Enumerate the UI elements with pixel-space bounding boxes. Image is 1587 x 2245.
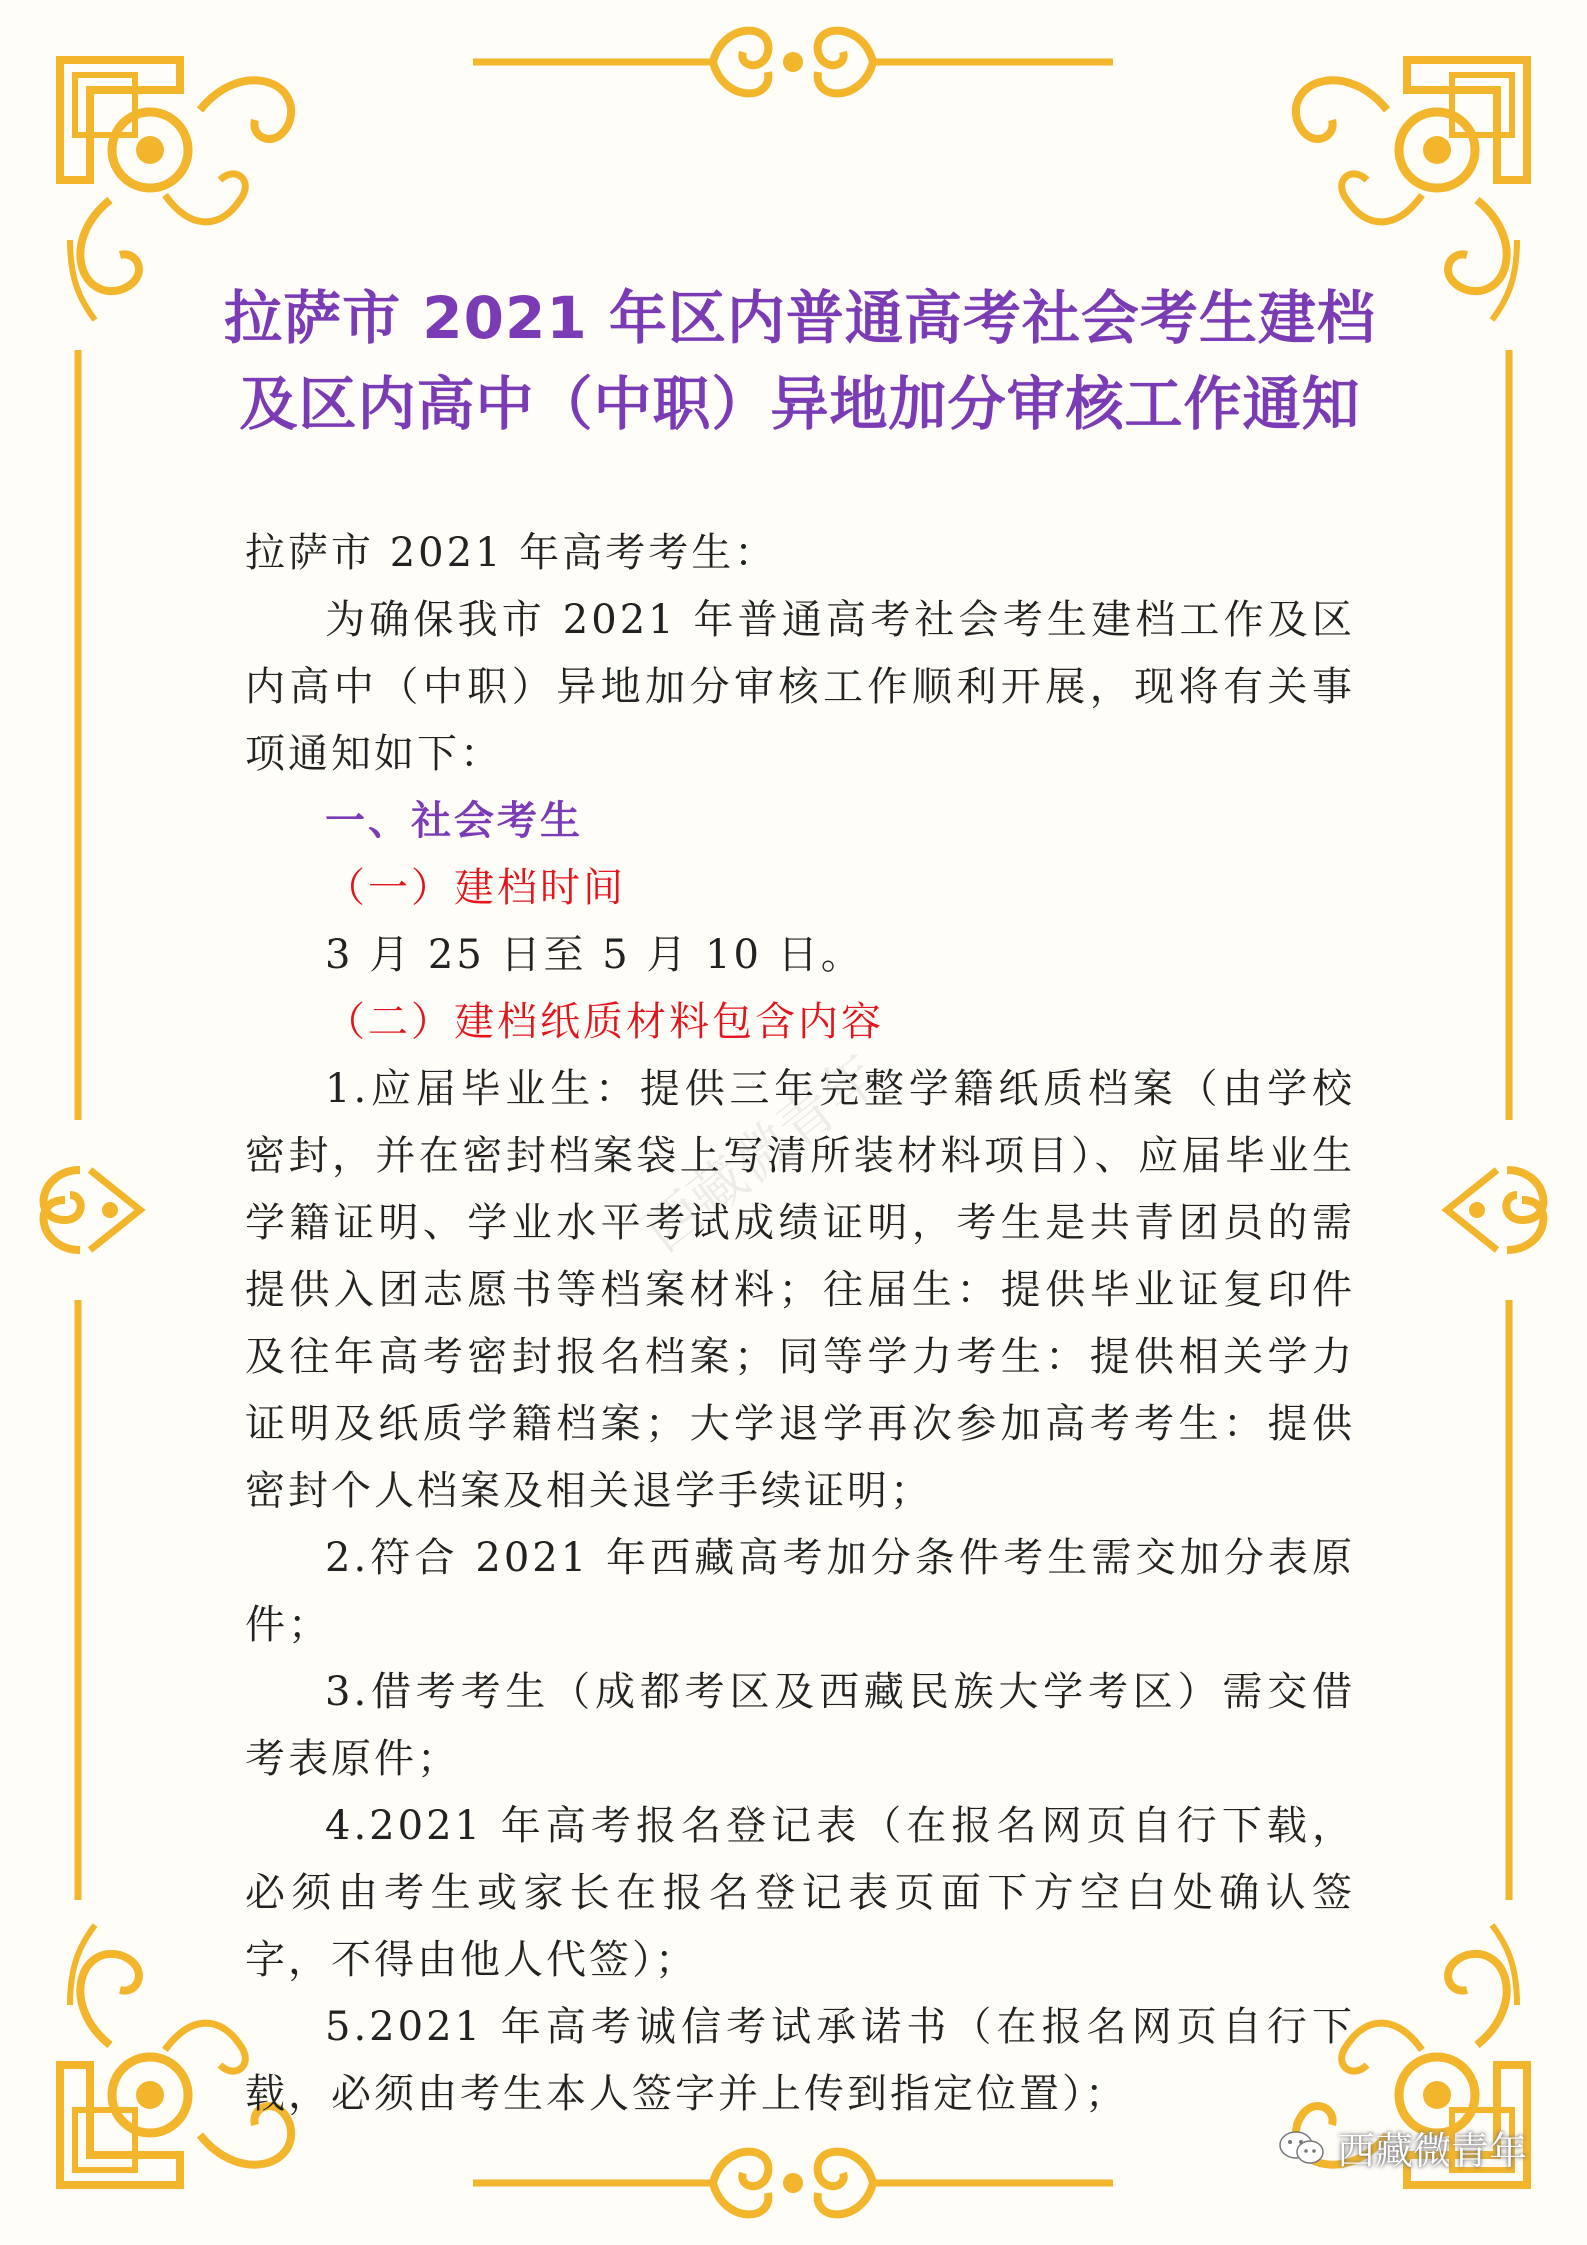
page-title	[220, 275, 1380, 447]
title-line-1: 拉萨市 2021 年区内普通高考社会考生建档	[224, 284, 1376, 352]
notice-body	[245, 520, 1355, 2128]
greeting: 拉萨市 2021 年高考考生：	[245, 530, 778, 576]
filing-time-text: 3 月 25 日至 5 月 10 日。	[325, 932, 864, 978]
wechat-icon	[1277, 2128, 1327, 2168]
brand-name: 西藏微青年	[1336, 2129, 1527, 2173]
subheading-paper-materials: （二）建档纸质材料包含内容	[325, 999, 884, 1045]
watermark-text: 西藏微青年	[632, 1041, 894, 1266]
subheading-filing-time: （一）建档时间	[325, 865, 626, 911]
list-item: 5.2021 年高考诚信考试承诺书（在报名网页自行下载，必须由考生本人签字并上传到指定位置）；	[245, 2004, 1355, 2117]
section-heading-social-candidates: 一、社会考生	[325, 798, 583, 844]
list-item: 3.借考考生（成都考区及西藏民族大学考区）需交借考表原件；	[245, 1669, 1355, 1782]
intro-paragraph: 为确保我市 2021 年普通高考社会考生建档工作及区内高中（中职）异地加分审核工作顺利开展，现将有关事项通知如下：	[245, 597, 1355, 777]
title-line-2: 及区内高中（中职）异地加分审核工作通知	[239, 370, 1361, 438]
wechat-brand	[1277, 2120, 1527, 2175]
list-item: 2.符合 2021 年西藏高考加分条件考生需交加分表原件；	[245, 1535, 1355, 1648]
list-item: 1.应届毕业生：提供三年完整学籍纸质档案（由学校密封，并在密封档案袋上写清所装材料项目）、应届毕业生学籍证明、学业水平考试成绩证明，考生是共青团员的需提供入团志愿书等档案材料；往届生：提供毕业证复印件及往年高考密封报名档案；同等学力考生：提供相关学力证明及纸质学籍档案；大学退学再次参加高考考生：提供密封个人档案及相关退学手续证明；	[245, 1066, 1355, 1514]
list-item: 4.2021 年高考报名登记表（在报名网页自行下载，必须由考生或家长在报名登记表页面下方空白处确认签字，不得由他人代签）；	[245, 1803, 1355, 1983]
